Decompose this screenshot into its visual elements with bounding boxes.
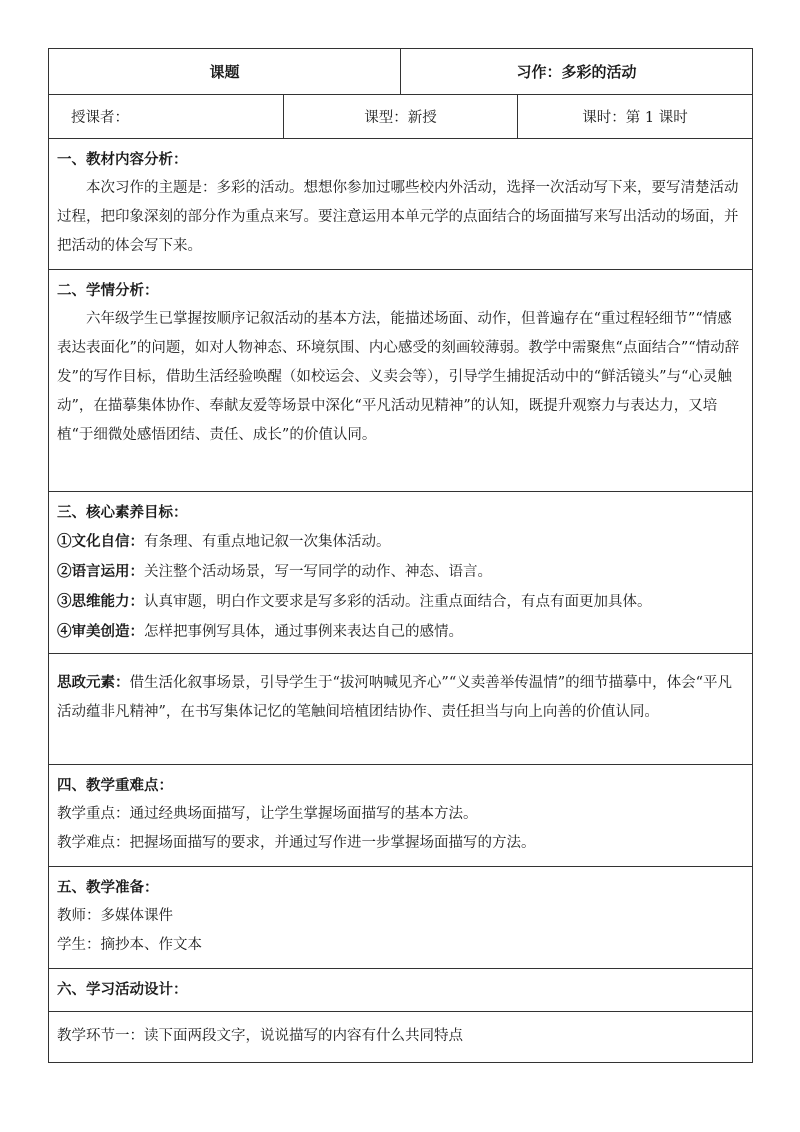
goal-item [57,617,744,647]
goal-label: ①文化自信： [57,533,144,550]
lesson-type-cell: 课型：新授 [284,95,518,139]
section-title: 四、教学重难点： [57,777,173,794]
goal-text: 怎样把事例写具体，通过事例来表达自己的感情。 [144,624,463,640]
section-body: 六年级学生已掌握按顺序记叙活动的基本方法，能描述场面、动作，但普遍存在“重过程轻细节”“情感表达表面化”的问题，如对人物神态、环境氛围、内心感受的刻画较薄弱。教学中需聚焦“点面结合”“情动辞发”的写作目标，借助生活经验唤醒（如校运会、义卖会等），引导学生捕捉活动中的“鲜活镜头”与“心灵触动”，在描摹集体协作、奉献友爱等场景中深化“平凡活动见精神”的认知，既提升观察力与表达力，又培植“于细微处感悟团结、责任、成长”的价值认同。 [57,311,740,443]
lesson-plan [48,48,752,1063]
ideology-paragraph [57,668,744,727]
section-analysis [49,139,753,270]
section-title: 六、学习活动设计： [57,981,188,998]
goal-item [57,527,744,557]
section-activity-design [49,969,753,1012]
section-title: 五、教学准备： [57,879,159,896]
section-goals [49,492,753,654]
goal-text: 有条理、有重点地记叙一次集体活动。 [144,534,391,550]
ideology-label: 思政元素： [57,674,130,691]
section-body: 本次习作的主题是：多彩的活动。想想你参加过哪些校内外活动，选择一次活动写下来，要写清楚活动过程，把印象深刻的部分作为重点来写。要注意运用本单元学的点面结合的场面描写来写出活动的场面，并把活动的体会写下来。 [57,180,739,254]
section-title: 一、教材内容分析： [57,151,188,168]
teacher-prep: 教师：多媒体课件 [57,908,173,924]
meta-row [49,95,753,139]
period-cell: 课时：第 1 课时 [518,95,753,139]
key-point: 教学重点：通过经典场面描写，让学生掌握场面描写的基本方法。 [57,806,478,822]
header-row [49,49,753,95]
ideology-text: 借生活化叙事场景，引导学生于“拔河呐喊见齐心”“义卖善举传温情”的细节描摹中，体会“平凡活动蕴非凡精神”，在书写集体记忆的笔触间培植团结协作、责任担当与向上向善的价值认同。 [57,675,733,720]
section-student-analysis [49,270,753,492]
goal-text: 认真审题，明白作文要求是写多彩的活动。注重点面结合，有点有面更加具体。 [144,594,652,610]
goal-label: ④审美创造： [57,623,144,640]
goal-item [57,557,744,587]
section-title: 二、学情分析： [57,282,159,299]
course-title: 习作：多彩的活动 [401,49,753,95]
goal-item [57,587,744,617]
lesson-plan-table [48,48,753,1063]
course-label: 课题 [49,49,401,95]
section-preparation [49,867,753,969]
section-key-points [49,765,753,867]
step-text: 教学环节一：读下面两段文字，说说描写的内容有什么共同特点 [57,1028,463,1044]
student-prep: 学生：摘抄本、作文本 [57,937,202,953]
section-ideology [49,654,753,765]
goal-text: 关注整个活动场景，写一写同学的动作、神态、语言。 [144,564,492,580]
difficult-point: 教学难点：把握场面描写的要求，并通过写作进一步掌握场面描写的方法。 [57,835,536,851]
teacher-cell: 授课者： [49,95,284,139]
goal-label: ③思维能力： [57,593,144,610]
section-step-one [49,1012,753,1063]
goal-label: ②语言运用： [57,563,144,580]
section-title: 三、核心素养目标： [57,504,188,521]
